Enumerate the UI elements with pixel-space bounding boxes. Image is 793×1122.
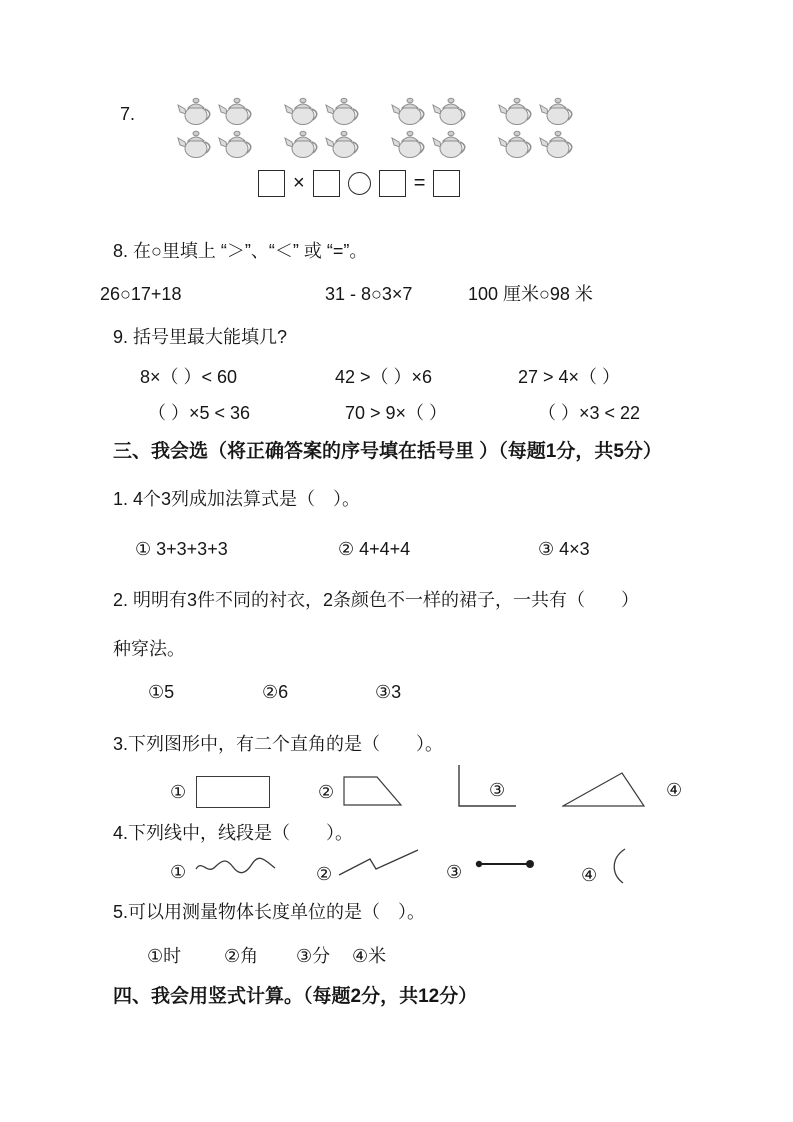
q8-item: 26○17+18 <box>100 284 182 304</box>
teapot-icon <box>497 96 535 126</box>
teapot-icon <box>283 129 321 159</box>
option-label: ② <box>316 864 333 884</box>
teapot-icon <box>324 129 362 159</box>
blank-box <box>379 170 406 197</box>
option-label: ① <box>170 862 187 882</box>
option-label: ③ <box>489 780 506 800</box>
blank-box <box>258 170 285 197</box>
s3-q2-prompt-line2: 种穿法。 <box>113 639 185 659</box>
trapezoid-shape <box>343 776 403 807</box>
option-label: ④ <box>581 865 598 885</box>
operator-circle <box>348 172 371 195</box>
q9-item: （ ）×5 < 36 <box>148 403 251 423</box>
s3-q4-prompt: 4.下列线中，线段是（ ）。 <box>113 823 354 843</box>
s3-q5-option: ③分 <box>296 946 331 966</box>
s3-q2-option: ②6 <box>262 682 289 702</box>
teapot-icon <box>431 96 469 126</box>
teapot-grid <box>176 96 576 159</box>
q8-item: 100 厘米○98 米 <box>468 284 593 304</box>
s3-q1-option: ② 4+4+4 <box>338 539 411 559</box>
teapot-icon <box>217 96 255 126</box>
s3-q5-prompt: 5.可以用测量物体长度单位的是（ ）。 <box>113 902 426 922</box>
q8-item: 31 - 8○3×7 <box>325 284 413 304</box>
teapot-icon <box>431 129 469 159</box>
blank-box <box>433 170 460 197</box>
teapot-icon <box>176 129 214 159</box>
option-label: ① <box>170 782 187 802</box>
teapot-icon <box>324 96 362 126</box>
times-sign: × <box>293 172 305 194</box>
s3-q3-prompt: 3.下列图形中，有二个直角的是（ ）。 <box>113 734 444 754</box>
s3-q2-option: ③3 <box>375 682 402 702</box>
arc-line <box>607 847 629 885</box>
teapot-icon <box>390 96 428 126</box>
triangle-shape <box>562 770 646 808</box>
wavy-line <box>195 855 277 879</box>
equation-blanks <box>258 170 460 197</box>
q9-item: 27 > 4×（ ） <box>518 367 621 387</box>
option-label: ③ <box>446 862 463 882</box>
q9-item: 8×（ ）< 60 <box>140 367 238 387</box>
equals-sign: = <box>413 172 426 194</box>
s3-q1-prompt: 1. 4个3列成加法算式是（ ）。 <box>113 489 361 509</box>
s3-q2-prompt-line1: 2. 明明有3件不同的衬衣，2条颜色不一样的裙子，一共有（ ） <box>113 590 640 610</box>
section-4-title: 四、我会用竖式计算。（每题2分，共12分） <box>113 986 478 1007</box>
teapot-icon <box>283 96 321 126</box>
q9-item: 42 >（ ）×6 <box>335 367 433 387</box>
segment-line <box>472 856 538 872</box>
question-8-prompt: 8. 在○里填上 “＞”、“＜” 或 “=”。 <box>113 241 368 261</box>
teapot-icon <box>538 96 576 126</box>
option-label: ④ <box>666 780 683 800</box>
rectangle-shape <box>196 776 270 808</box>
zigzag-line <box>338 848 420 878</box>
blank-box <box>313 170 340 197</box>
teapot-icon <box>217 129 255 159</box>
q9-item: 70 > 9×（ ） <box>345 403 448 423</box>
s3-q5-option: ④米 <box>352 946 387 966</box>
teapot-icon <box>497 129 535 159</box>
option-label: ② <box>318 782 335 802</box>
teapot-icon <box>538 129 576 159</box>
teapot-icon <box>390 129 428 159</box>
question-7-number: 7. <box>120 104 136 124</box>
question-9-prompt: 9. 括号里最大能填几? <box>113 327 288 347</box>
s3-q5-option: ②角 <box>224 946 259 966</box>
teapot-icon <box>176 96 214 126</box>
right-angle-shape <box>456 763 518 809</box>
q9-item: （ ）×3 < 22 <box>538 403 641 423</box>
s3-q1-option: ① 3+3+3+3 <box>135 539 228 559</box>
s3-q5-option: ①时 <box>147 946 182 966</box>
section-3-title: 三、我会选（将正确答案的序号填在括号里 ）（每题1分，共5分） <box>113 441 662 462</box>
s3-q2-option: ①5 <box>148 682 175 702</box>
s3-q1-option: ③ 4×3 <box>538 539 590 559</box>
